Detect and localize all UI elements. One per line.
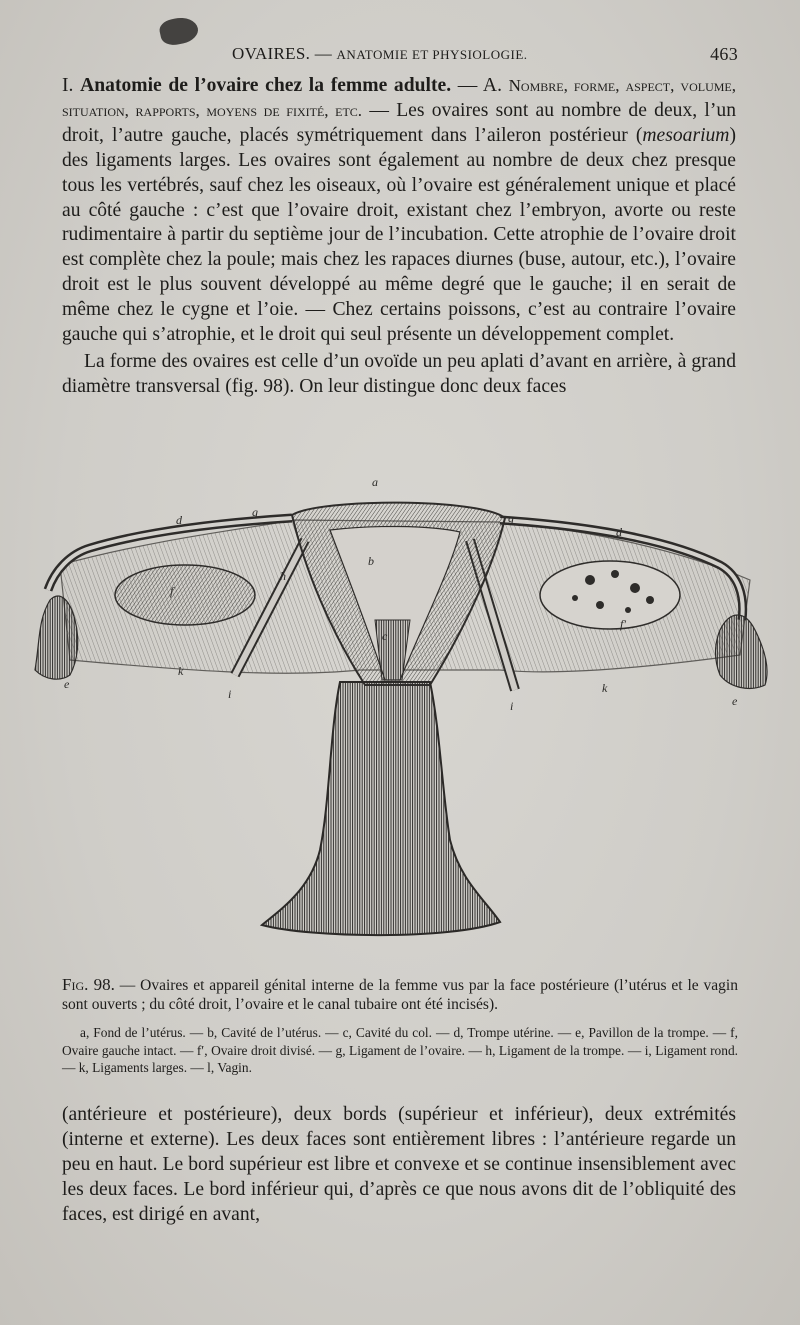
- section-dash: — A.: [451, 75, 509, 96]
- body-text-top: [62, 74, 736, 400]
- running-title-sep: —: [310, 44, 337, 63]
- caption-prefix: Fig. 98.: [62, 975, 115, 994]
- fig-label-e-right: e: [732, 694, 738, 708]
- fig-label-d-left: d: [176, 513, 182, 527]
- fig-label-d-right: d: [616, 525, 622, 539]
- fig-label-f-prime: f': [620, 617, 626, 631]
- section-number: I.: [62, 75, 74, 96]
- paragraph-1: [62, 74, 736, 348]
- vagina: [262, 682, 500, 935]
- mesoarium-term: mesoarium: [642, 124, 730, 146]
- running-title-right: ANATOMIE ET PHYSIOLOGIE.: [336, 47, 528, 62]
- running-title: [232, 44, 528, 64]
- fig-label-k-right: k: [602, 681, 608, 695]
- fig-label-f: f: [170, 584, 174, 598]
- body-text-bottom: [62, 1103, 736, 1228]
- fig-label-i-right: i: [510, 699, 514, 713]
- anatomical-figure: [30, 470, 775, 970]
- paragraph-3: (antérieure et postérieure), deux bords (supérieur et inférieur), deux extrémités (interne et externe). Les deux faces sont entièrement libres : l’antérieure regarde un peu en haut. Le bord supérieur est libre et convexe et se continue insensiblement avec les deux faces. Le bord inférieur qui, d’après ce que nous avons dit de l’obliquité des faces, est dirigé en avant,: [62, 1104, 736, 1225]
- running-title-left: OVAIRES.: [232, 44, 311, 63]
- running-header: [60, 44, 738, 70]
- fig-label-g-left: g: [252, 505, 258, 519]
- section-heading: Anatomie de l’ovaire chez la femme adulte.: [80, 75, 452, 96]
- page-number: 463: [710, 44, 738, 64]
- paragraph-1-end: ) des ligaments larges. Les ovaires sont également au nombre de deux chez presque tous les vertébrés, sauf chez les oiseaux, où l’ovaire est généralement unique et placé au côté gauche : c’est que l’ovaire droit, existant chez l’embryon, avorte ou reste rudimentaire à partir du septième jour de l’incubation. Cette atrophie de l’ovaire droit est complète chez la poule; mais chez les rapaces diurnes (buse, autour, etc.), l’ovaire droit est le plus souvent développé au même degré que le gauche; il en serait de même chez le cygne et l’oie. — Chez certains poissons, c’est au contraire l’ovaire gauche qui s’atrophie, et le droit qui seul présente un développement complet.: [62, 124, 736, 346]
- caption-text: — Ovaires et appareil génital interne de la femme vus par la face postérieure (l’utérus et le vagin sont ouverts ; du côté droit, l’ovaire et le canal tubaire ont été incisés).: [62, 977, 738, 1013]
- fig-label-c: c: [382, 629, 388, 643]
- fig-label-a: a: [372, 475, 378, 489]
- fig-label-h: h: [280, 569, 286, 583]
- figure-caption: [62, 975, 738, 1014]
- section-subheading: Nombre, forme, aspect, volume, situation, rapports, moyens de fixité, etc.: [62, 76, 736, 120]
- paragraph-2: La forme des ovaires est celle d’un ovoïde un peu aplati d’avant en arrière, à grand diamètre transversal (fig. 98). On leur distingue donc deux faces: [62, 350, 736, 397]
- right-ovary: [540, 561, 680, 629]
- fig-label-i-left: i: [228, 687, 232, 701]
- ink-stain: [158, 14, 201, 47]
- fig-label-b: b: [368, 554, 374, 568]
- fig-label-g-right: g: [508, 511, 514, 525]
- left-ovary: [115, 565, 255, 625]
- left-fimbria: [35, 596, 78, 679]
- paragraph-1-text: — Les ovaires sont au nombre de deux, l’un droit, l’autre gauche, placés symétriquement dans l’aileron postérieur (: [62, 99, 736, 146]
- figure-engraving: [30, 470, 775, 970]
- fig-label-e-left: e: [64, 677, 70, 691]
- figure-legend: a, Fond de l’utérus. — b, Cavité de l’utérus. — c, Cavité du col. — d, Trompe utérine. — e, Pavillon de la trompe. — f, Ovaire gauche intact. — f′, Ovaire droit divisé. — g, Ligament de l’ovaire. — h, Ligament de la trompe. — i, Ligament rond. — k, Ligaments larges. — l, Vagin.: [62, 1025, 738, 1075]
- fig-label-k-left: k: [178, 664, 184, 678]
- right-fimbria: [716, 615, 767, 688]
